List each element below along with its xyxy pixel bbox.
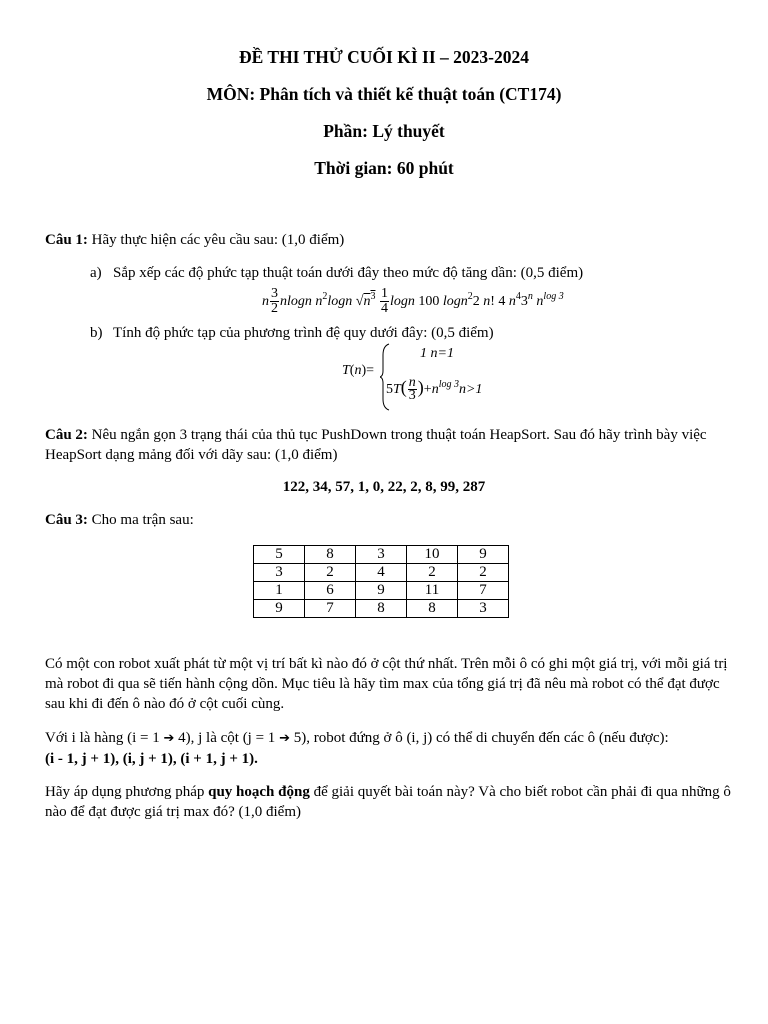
complexity-list-formula: n $\frac{3}{2}$ nlogn $n^2\log n$ $√n^3$ $\frac{1}{4}$ logn 100 logn$^2$2 n! 4 $n^43^n$ $n^{log 3}$: [262, 286, 564, 317]
time-title: Thời gian: 60 phút: [314, 158, 454, 178]
value-matrix: [253, 545, 509, 618]
matrix-cell: 6: [305, 582, 356, 600]
matrix-cell: 8: [407, 600, 458, 618]
matrix-cell: 8: [356, 600, 407, 618]
matrix-cell: 8: [305, 546, 356, 564]
question-1b: [90, 325, 494, 342]
question-3: [45, 512, 194, 529]
matrix-cell: 2: [305, 564, 356, 582]
task-text-2: để giải quyết bài toán này? Và cho biết robot cần phải đi qua những ô nào để đạt được giá trị max đó? (1,0 điểm): [45, 784, 731, 820]
movement-text-1: Với i là hàng (i = 1: [45, 730, 164, 746]
right-arrow-icon: ➔: [163, 731, 175, 746]
task-text-1: Hãy áp dụng phương pháp: [45, 784, 209, 800]
question-1: [45, 232, 344, 249]
item-a-text: Sắp xếp các độ phức tạp thuật toán dưới đây theo mức độ tăng dần: (0,5 điểm): [113, 265, 584, 281]
matrix-cell: 9: [458, 546, 509, 564]
question-2: [45, 425, 735, 465]
question-2-text: Nêu ngắn gọn 3 trạng thái của thủ tục PushDown trong thuật toán HeapSort. Sau đó hãy trình bày việc HeapSort dạng mảng đối với dãy sau: (1,0 điểm): [45, 427, 707, 463]
matrix-cell: 11: [407, 582, 458, 600]
movement-text-3: 5), robot đứng ở ô (i, j) có thể di chuyển đến các ô (nếu được):: [289, 730, 669, 746]
matrix-cell: 9: [356, 582, 407, 600]
question-3-text: Cho ma trận sau:: [87, 512, 194, 528]
matrix-cell: 9: [254, 600, 305, 618]
heapsort-sequence: 122, 34, 57, 1, 0, 22, 2, 8, 99, 287: [282, 479, 486, 495]
recurrence-case-2-tail: n>1: [458, 382, 483, 397]
section-title: Phần: Lý thuyết: [323, 121, 445, 141]
matrix-cell: 10: [407, 546, 458, 564]
recurrence-case-2: 5T( $\frac{n}{3}$ )$+n^{log 3}n>1$: [386, 375, 483, 404]
recurrence-formula: T(n)= 1 n=1 5T( $\frac{n}{3}$ )$+n^{log 3}n>1$: [340, 343, 540, 411]
question-3-label: Câu 3:: [45, 512, 88, 528]
matrix-cell: 1: [254, 582, 305, 600]
matrix-row: [254, 564, 509, 582]
task-statement: [45, 782, 735, 822]
recurrence-case-1: 1 n=1: [420, 346, 454, 361]
robot-description: Có một con robot xuất phát từ một vị trí bất kì nào đó ở cột thứ nhất. Trên mỗi ô có ghi một giá trị, với mỗi giá trị mà robot đi qua sẽ tiến hành cộng dồn. Mục tiêu là hãy tìm max của tổng giá trị đã nêu mà robot có thể đạt được sau khi đi đến ô nào đó ở cột cuối cùng.: [45, 656, 728, 712]
question-2-label: Câu 2:: [45, 427, 88, 443]
matrix-row: [254, 582, 509, 600]
matrix-cell: 4: [356, 564, 407, 582]
movement-rules: [45, 728, 735, 769]
exam-title: ĐỀ THI THỬ CUỐI KÌ II – 2023-2024: [239, 47, 529, 67]
matrix-cell: 3: [254, 564, 305, 582]
allowed-moves: (i - 1, j + 1), (i, j + 1), (i + 1, j + 1).: [45, 751, 258, 767]
question-1a: [90, 265, 584, 282]
question-1-label: Câu 1:: [45, 232, 88, 248]
subject-title: MÔN: Phân tích và thiết kế thuật toán (CT174): [206, 84, 562, 104]
matrix-cell: 5: [254, 546, 305, 564]
question-1-text: Hãy thực hiện các yêu cầu sau: (1,0 điểm): [87, 232, 345, 248]
task-method: quy hoạch động: [208, 784, 310, 800]
matrix-cell: 3: [458, 600, 509, 618]
matrix-row: [254, 546, 509, 564]
item-b-marker: b): [90, 325, 103, 341]
matrix-cell: 2: [458, 564, 509, 582]
item-a-marker: a): [90, 265, 102, 281]
matrix-cell: 2: [407, 564, 458, 582]
matrix-row: [254, 600, 509, 618]
matrix-cell: 7: [458, 582, 509, 600]
right-arrow-icon: ➔: [279, 731, 290, 746]
matrix-cell: 7: [305, 600, 356, 618]
item-b-text: Tính độ phức tạp của phương trình đệ quy dưới đây: (0,5 điểm): [113, 325, 494, 341]
matrix-cell: 3: [356, 546, 407, 564]
movement-text-2: 4), j là cột (j = 1: [174, 730, 280, 746]
